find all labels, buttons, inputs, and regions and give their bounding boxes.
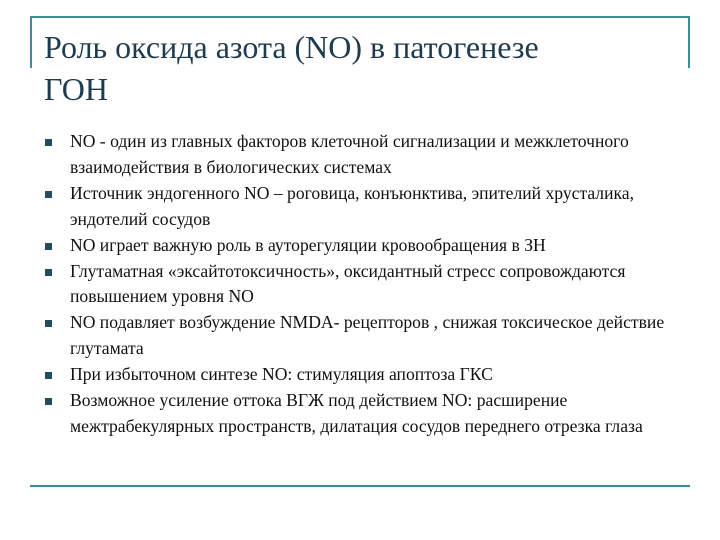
bullet-item [44, 129, 674, 181]
frame-top-line [30, 16, 690, 18]
square-bullet-icon [45, 372, 52, 379]
bullet-list [44, 129, 674, 440]
square-bullet-icon [45, 398, 52, 405]
bullet-text: Источник эндогенного NO – роговица, конъюнктива, эпителий хрусталика, эндотелий сосудов [70, 182, 634, 229]
bullet-text: NO играет важную роль в ауторегуляции кровообращения в ЗН [70, 234, 546, 255]
square-bullet-icon [45, 139, 52, 146]
frame-bottom-line [30, 485, 690, 487]
bullet-item [44, 388, 674, 440]
square-bullet-icon [45, 243, 52, 250]
square-bullet-icon [45, 269, 52, 276]
square-bullet-icon [45, 191, 52, 198]
frame-right-line [688, 16, 690, 68]
bullet-text: При избыточном синтезе NO: стимуляция апоптоза ГКС [70, 364, 493, 385]
bullet-item [44, 233, 674, 259]
bullet-item [44, 181, 674, 233]
square-bullet-icon [45, 320, 52, 327]
bullet-item [44, 259, 674, 311]
bullet-text: NO подавляет возбуждение NMDA- рецепторов , снижая токсическое действие глутамата [70, 312, 665, 359]
bullet-item [44, 310, 674, 362]
bullet-text: Глутаматная «эксайтотоксичность», оксидантный стресс сопровождаются повышением уровня NO [70, 260, 626, 307]
frame-left-line [30, 16, 32, 68]
bullet-text: NO - один из главных факторов клеточной сигнализации и межклеточного взаимодействия в биологических системах [70, 131, 629, 177]
bullet-text: Возможное усиление оттока ВГЖ под действием NO: расширение межтрабекулярных пространств, дилатация сосудов переднего отрезка глаза [70, 390, 643, 436]
slide-title: Роль оксида азота (NO) в патогенезе ГОН [44, 29, 539, 107]
bullet-item [44, 362, 674, 388]
